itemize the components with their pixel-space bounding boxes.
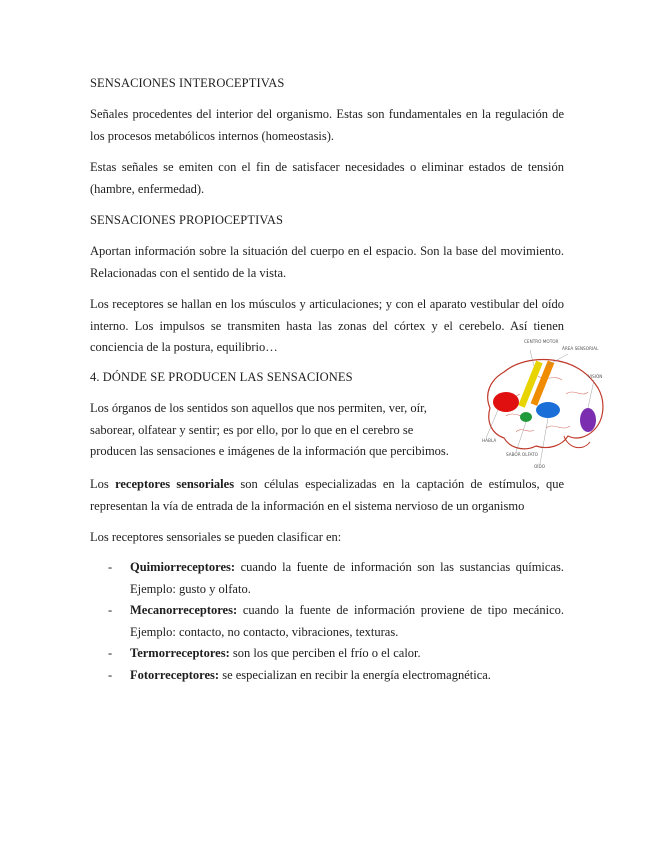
list-desc: se especializan en recibir la energía electromagnética.: [222, 667, 491, 682]
text-line: interno. Los impulsos se transmiten hasta las zonas del córtex y el cerebelo. Así tienen: [90, 318, 564, 333]
taste-smell-area-green: [520, 412, 532, 422]
paragraph-interoceptivas-2: [90, 157, 564, 200]
heading-interoceptivas: SENSACIONES INTEROCEPTIVAS: [90, 76, 285, 90]
text-line: Ejemplo: gusto y olfato.: [130, 581, 251, 596]
label-leader: [540, 418, 548, 464]
text-line: Relacionadas con el sentido de la vista.: [90, 265, 287, 280]
text-line: conciencia de la postura, equilibrio…: [90, 340, 278, 354]
list-term: Mecanorreceptores:: [130, 603, 238, 617]
bullet-dash: -: [108, 560, 113, 574]
text-line: [130, 600, 564, 622]
auditory-area-blue: [536, 402, 560, 418]
text-line: (hambre, enfermedad).: [90, 181, 205, 196]
text-line: [130, 643, 564, 665]
vision-area-purple: [580, 408, 596, 432]
list-item: [108, 600, 564, 643]
list-desc: cuando la fuente de información son las sustancias químicas.: [240, 560, 564, 574]
paragraph-organos: [90, 398, 462, 463]
text-line: [130, 665, 564, 687]
label-leader: [530, 350, 534, 366]
label-line: ÁREA SENSORIAL: [562, 346, 599, 351]
text-line: Ejemplo: contacto, no contacto, vibraciones, texturas.: [130, 624, 399, 639]
bullet-dash: -: [108, 667, 113, 682]
heading-propioceptivas: SENSACIONES PROPIOCEPTIVAS: [90, 213, 284, 227]
text-line: Estas señales se emiten con el fin de satisfacer necesidades o eliminar estados de tensión: [90, 160, 564, 174]
text-line: los procesos metabólicos internos (homeostasis).: [90, 128, 335, 143]
label-oido: OÍDO: [534, 464, 546, 469]
bold-term: receptores sensoriales: [115, 477, 235, 491]
text-line: Los receptores sensoriales se pueden clasificar en:: [90, 530, 342, 544]
text-line: producen las sensaciones e imágenes de la información que percibimos.: [90, 444, 449, 458]
text-line: Aportan información sobre la situación del cuerpo en el espacio. Son la base del movimiento.: [90, 244, 564, 258]
text-line: saborear, olfatear y sentir; es por ello, por lo que en el cerebro se: [90, 422, 414, 437]
list-item: [108, 665, 564, 687]
receptor-list: [108, 557, 564, 686]
paragraph-interoceptivas-1: [90, 104, 564, 147]
list-desc: son los que perciben el frío o el calor.: [232, 646, 421, 660]
paragraph-clasificacion: [90, 527, 564, 549]
heading-donde: 4. DÓNDE SE PRODUCEN LAS SENSACIONES: [90, 370, 353, 384]
text-line: Los órganos de los sentidos son aquellos que nos permiten, ver, oír,: [90, 401, 427, 415]
paragraph-propioceptivas-1: [90, 241, 564, 284]
bullet-dash: -: [108, 603, 113, 617]
speech-area-red: [493, 392, 519, 412]
label-habla: HABLA: [482, 438, 497, 443]
label-sensorial-area: [562, 346, 599, 351]
brain-figure: [476, 336, 610, 470]
label-motor-center: [524, 339, 559, 344]
text-line: Los receptores se hallan en los músculos y articulaciones; y con el aparato vestibular del oído: [90, 297, 564, 311]
label-vision: VISIÓN: [588, 374, 603, 379]
label-line: CENTRO MOTOR: [524, 339, 559, 344]
list-desc: cuando la fuente de información proviene de tipo mecánico.: [242, 603, 564, 617]
list-term: Quimiorreceptores:: [130, 560, 236, 574]
list-item: [108, 643, 564, 665]
label-leader: [516, 422, 526, 452]
text-line: Señales procedentes del interior del organismo. Estas son fundamentales en la regulación de: [90, 107, 564, 121]
text-line: [130, 557, 564, 579]
list-term: Fotorreceptores:: [130, 667, 220, 682]
text-line: [90, 474, 564, 496]
text-fragment: son células especializadas en la captación de estímulos, que: [240, 477, 564, 491]
bullet-dash: -: [108, 646, 113, 660]
text-fragment: Los: [90, 477, 109, 491]
label-leader: [588, 380, 594, 408]
list-term: Termorreceptores:: [130, 646, 230, 660]
list-item: [108, 557, 564, 600]
text-line: representan la vía de entrada de la información en el sistema nervioso de un organismo: [90, 498, 525, 513]
paragraph-receptores: [90, 474, 564, 517]
label-sabor-olfato: SABOR OLFATO: [506, 452, 538, 457]
